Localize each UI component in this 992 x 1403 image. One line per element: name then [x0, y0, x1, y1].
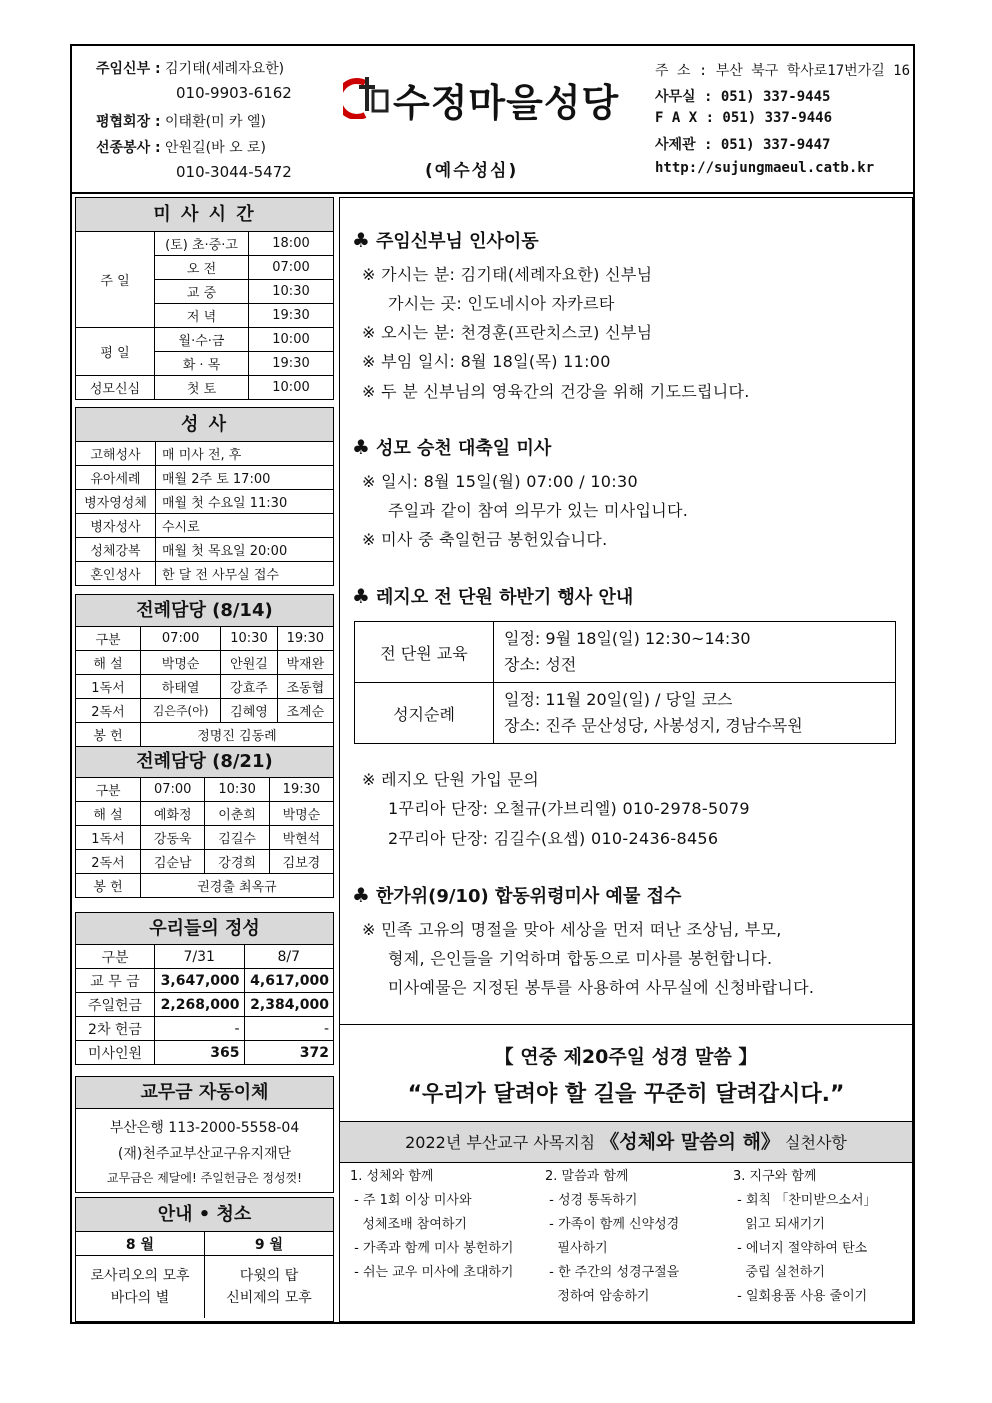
bank-account: 부산은행 113-2000-5558-04: [109, 1120, 300, 1136]
notice-line: 미사예물은 지정된 봉투를 사용하여 사무실에 신청바랍니다.: [388, 978, 815, 997]
liturgy-table-0814: [76, 627, 333, 746]
assignee: 조동협: [277, 675, 333, 699]
pastor-phone: 010-9903-6162: [176, 84, 292, 102]
section-assumption-mass: [352, 434, 551, 460]
mass-time: 07:00: [249, 256, 334, 280]
mass-time: 18:00: [249, 232, 334, 256]
mass-name: 저 녁: [155, 304, 249, 328]
event-name: 성지순례: [355, 683, 494, 744]
role-label: 봉 헌: [76, 723, 141, 747]
offering-amount: 2,384,000: [244, 993, 333, 1017]
offering-type: 교 무 금: [76, 969, 155, 993]
sacrament-name: 혼인성사: [76, 562, 156, 586]
missionary-row: [96, 137, 266, 157]
assignee: 강동욱: [141, 826, 205, 850]
mass-name: 첫 토: [155, 376, 249, 400]
assignee: 김은주(아): [141, 699, 221, 723]
table-header: 8/7: [244, 945, 333, 969]
assignee: 안원길: [221, 651, 277, 675]
liturgy-table-0821: [76, 778, 333, 897]
event-name: 전 단원 교육: [355, 622, 494, 683]
account-holder: (재)천주교부산교구유지재단: [117, 1146, 292, 1162]
month-header: 9 월: [205, 1232, 334, 1256]
notice-line: ※ 오시는 분: 천경훈(프란치스코) 신부님: [362, 323, 653, 342]
attendance-count: 365: [155, 1041, 245, 1065]
plan-item: - 주 1회 이상 미사와: [350, 1193, 472, 1208]
sacrament-schedule: 매 미사 전, 후: [156, 442, 334, 466]
plan-item: - 쉬는 교우 미사에 초대하기: [350, 1265, 514, 1280]
offering-amount: -: [244, 1017, 333, 1041]
pastor-row: [96, 58, 284, 78]
assignee: 김순남: [141, 850, 205, 874]
assignee: 강경희: [205, 850, 269, 874]
offering-type: 2차 헌금: [76, 1017, 155, 1041]
missionary-label: 선종봉사 :: [96, 140, 161, 156]
table-header: 07:00: [141, 778, 205, 802]
plan-item: 읽고 되새기기: [733, 1217, 825, 1232]
mass-name: 오 전: [155, 256, 249, 280]
notice-line: 가시는 곳: 인도네시아 자카르타: [388, 294, 615, 313]
role-label: 해 설: [76, 802, 141, 826]
fax-number: F A X : 051) 337-9446: [655, 110, 833, 126]
sacraments-box: [75, 407, 334, 586]
missionary-name: 안원길(바 오 로): [165, 140, 266, 156]
sacraments-table: [76, 442, 333, 585]
sacrament-name: 고해성사: [76, 442, 156, 466]
mass-times-table: [76, 232, 333, 399]
event-details: [494, 622, 896, 683]
mass-name: (토) 초·중·고: [155, 232, 249, 256]
mass-name: 화 · 목: [155, 352, 249, 376]
plan-item: - 회칙 「찬미받으소서」: [733, 1193, 877, 1208]
notice-line: ※ 부임 일시: 8월 18일(목) 11:00: [362, 352, 611, 371]
club-icon: ♣: [352, 883, 370, 907]
aug-groups: [76, 1256, 205, 1319]
plan-suffix: 실천사항: [785, 1133, 847, 1152]
table-header: 19:30: [277, 627, 333, 651]
event-details: [494, 683, 896, 744]
group-name: 신비제의 모후: [226, 1290, 312, 1306]
role-label: 2독서: [76, 699, 141, 723]
sacrament-schedule: 수시로: [156, 514, 334, 538]
transfer-note: 교무금은 제달에! 주일헌금은 정성껏!: [107, 1171, 302, 1185]
sacrament-schedule: 매월 첫 수요일 11:30: [156, 490, 334, 514]
sacrament-schedule: 한 달 전 사무실 접수: [156, 562, 334, 586]
group-name: 로사리오의 모후: [90, 1268, 190, 1284]
plan-item: - 한 주간의 성경구절을: [545, 1265, 680, 1280]
offering-amount: 4,617,000: [244, 969, 333, 993]
assignee: 조계순: [277, 699, 333, 723]
assignee: 박명순: [269, 802, 333, 826]
parish-name: 수정마을성당: [393, 81, 620, 125]
assignee: 이춘희: [205, 802, 269, 826]
sep-groups: [205, 1256, 334, 1319]
notice-line: ※ 두 분 신부님의 영육간의 건강을 위해 기도드립니다.: [362, 382, 750, 401]
rectory-phone: 사제관 : 051) 337-9447: [655, 137, 831, 153]
role-label: 1독서: [76, 826, 141, 850]
table-header: 10:30: [205, 778, 269, 802]
scripture-quote: “우리가 달려야 할 길을 꾸준히 달려갑시다.”: [407, 1082, 845, 1107]
table-header: 7/31: [155, 945, 245, 969]
pastor-name: 김기태(세례자요한): [165, 61, 285, 77]
section-legio-events: [352, 583, 633, 609]
liturgy-box: [75, 594, 334, 898]
sacrament-name: 성체강복: [76, 538, 156, 562]
club-icon: ♣: [352, 584, 370, 608]
event-place: 장소: 성전: [504, 655, 577, 674]
website-url[interactable]: http://sujungmaeul.catb.kr: [655, 160, 875, 176]
sacrament-schedule: 매월 첫 목요일 20:00: [156, 538, 334, 562]
sacrament-name: 병자성사: [76, 514, 156, 538]
week-title: (예수성심): [425, 161, 519, 181]
notice-line: ※ 레지오 단원 가입 문의: [362, 770, 540, 789]
pastor-label: 주임신부 :: [96, 61, 161, 77]
transfer-box: [75, 1076, 334, 1193]
cleaning-box: [75, 1197, 334, 1322]
section-title: 성모 승천 대축일 미사: [375, 438, 552, 459]
header-divider: [70, 192, 915, 194]
notice-line: 형제, 은인들을 기억하며 합동으로 미사를 봉헌합니다.: [388, 949, 773, 968]
plan-item: - 성경 통독하기: [545, 1193, 638, 1208]
table-header: 10:30: [221, 627, 277, 651]
cleaning-table: [76, 1232, 333, 1318]
mass-time: 10:00: [249, 328, 334, 352]
plan-item: - 에너지 절약하여 탄소: [733, 1241, 868, 1256]
plan-column-word: [545, 1165, 679, 1309]
table-header: 07:00: [141, 627, 221, 651]
assignee: 하태열: [141, 675, 221, 699]
assignee: 김혜영: [221, 699, 277, 723]
event-schedule: 일정: 9월 18일(일) 12:30~14:30: [504, 629, 751, 648]
mass-times-box: [75, 197, 334, 400]
section-pastor-transfer: [352, 227, 539, 253]
office-phone: 사무실 : 051) 337-9445: [655, 89, 831, 105]
address: 주 소 : 부산 북구 학사로17번가길 16: [655, 63, 911, 79]
offerings-title: 우리들의 정성: [76, 913, 333, 945]
table-header: 구분: [76, 627, 141, 651]
scripture-title: 【 연중 제20주일 성경 말씀 】: [494, 1046, 758, 1068]
role-label: 해 설: [76, 651, 141, 675]
table-header: 구분: [76, 778, 141, 802]
plan-heading: 2. 말씀과 함께: [545, 1169, 629, 1184]
assignee: 정명진 김동례: [141, 723, 334, 747]
legio-events-table: [354, 621, 896, 744]
mass-time: 10:30: [249, 280, 334, 304]
plan-item: 성체조배 참여하기: [350, 1217, 467, 1232]
cleaning-title: 안내 • 청소: [76, 1198, 333, 1232]
role-label: 2독서: [76, 850, 141, 874]
assignee: 김보경: [269, 850, 333, 874]
assignee: 강효주: [221, 675, 277, 699]
notice-line: 주일과 같이 참여 의무가 있는 미사입니다.: [388, 501, 689, 520]
council-label: 평협회장 :: [96, 114, 161, 130]
club-icon: ♣: [352, 435, 370, 459]
offerings-table: [76, 945, 333, 1064]
sacrament-name: 유아세례: [76, 466, 156, 490]
club-icon: ♣: [352, 228, 370, 252]
role-label: 1독서: [76, 675, 141, 699]
table-header: 19:30: [269, 778, 333, 802]
table-header: 구분: [76, 945, 155, 969]
event-place: 장소: 진주 문산성당, 사봉성지, 경남수목원: [504, 716, 803, 735]
assignee: 박재완: [277, 651, 333, 675]
plan-heading: 3. 지구와 함께: [733, 1169, 817, 1184]
notice-line: ※ 가시는 분: 김기태(세례자요한) 신부님: [362, 265, 653, 284]
offering-amount: 2,268,000: [155, 993, 245, 1017]
liturgy-title-0814: 전례담당 (8/14): [76, 595, 333, 627]
plan-column-earth: [733, 1165, 877, 1309]
liturgy-title-0821: 전례담당 (8/21): [76, 746, 333, 778]
section-memorial-mass: [352, 882, 681, 908]
offering-type: 주일헌금: [76, 993, 155, 1017]
section-title: 레지오 전 단원 하반기 행사 안내: [375, 587, 634, 608]
offering-amount: 3,647,000: [155, 969, 245, 993]
plan-item: 정하여 암송하기: [545, 1289, 650, 1304]
section-title: 주임신부님 인사이동: [375, 231, 539, 252]
sacrament-name: 병자영성체: [76, 490, 156, 514]
plan-column-eucharist: [350, 1165, 514, 1285]
assignee: 예화정: [141, 802, 205, 826]
plan-emphasis: 《성체와 말씀의 해》: [600, 1131, 780, 1153]
plan-item: 중립 실천하기: [733, 1265, 825, 1280]
mass-time: 10:00: [249, 376, 334, 400]
mass-time: 19:30: [249, 304, 334, 328]
role-label: 봉 헌: [76, 874, 141, 898]
sunday-label: 주 일: [76, 232, 155, 328]
plan-item: - 가족이 함께 신약성경: [545, 1217, 680, 1232]
offerings-box: [75, 912, 334, 1065]
notice-line: ※ 민족 고유의 명절을 맞아 세상을 먼저 떠난 조상님, 부모,: [362, 920, 782, 939]
plan-item: 필사하기: [545, 1241, 608, 1256]
missionary-phone: 010-3044-5472: [176, 163, 292, 181]
assignee: 김길수: [205, 826, 269, 850]
mass-name: 월·수·금: [155, 328, 249, 352]
word-divider: [340, 1024, 912, 1025]
transfer-title: 교무금 자동이체: [76, 1077, 333, 1109]
mass-time: 19:30: [249, 352, 334, 376]
notice-line: 2꾸리아 단장: 김길수(요셉) 010-2436-8456: [388, 829, 719, 848]
plan-item: - 일회용품 사용 줄이기: [733, 1289, 868, 1304]
notice-line: ※ 일시: 8월 15일(월) 07:00 / 10:30: [362, 472, 638, 491]
section-title: 한가위(9/10) 합동위령미사 예물 접수: [375, 886, 682, 907]
offering-amount: -: [155, 1017, 245, 1041]
parish-logo: [343, 73, 393, 119]
notice-line: 1꾸리아 단장: 오철규(가브리엘) 010-2978-5079: [388, 799, 750, 818]
sacrament-schedule: 매월 2주 토 17:00: [156, 466, 334, 490]
notice-line: ※ 미사 중 축일헌금 봉헌있습니다.: [362, 530, 608, 549]
plan-prefix: 2022년 부산교구 사목지침: [405, 1133, 596, 1152]
attendance-count: 372: [244, 1041, 333, 1065]
weekday-label: 평 일: [76, 328, 155, 376]
pastoral-plan-bar: [340, 1121, 912, 1163]
plan-heading: 1. 성체와 함께: [350, 1169, 434, 1184]
group-name: 바다의 별: [110, 1290, 170, 1306]
council-name: 이태환(미 카 엘): [165, 114, 266, 130]
assignee: 박명순: [141, 651, 221, 675]
group-name: 다윗의 탑: [239, 1268, 299, 1284]
council-row: [96, 111, 266, 131]
offering-type: 미사인원: [76, 1041, 155, 1065]
assignee: 권경출 최옥규: [141, 874, 334, 898]
special-label: 성모신심: [76, 376, 155, 400]
month-header: 8 월: [76, 1232, 205, 1256]
sacraments-title: 성 사: [76, 408, 333, 442]
assignee: 박현석: [269, 826, 333, 850]
mass-name: 교 중: [155, 280, 249, 304]
mass-times-title: 미 사 시 간: [76, 198, 333, 232]
plan-item: - 가족과 함께 미사 봉헌하기: [350, 1241, 514, 1256]
event-schedule: 일정: 11월 20일(일) / 당일 코스: [504, 690, 733, 709]
